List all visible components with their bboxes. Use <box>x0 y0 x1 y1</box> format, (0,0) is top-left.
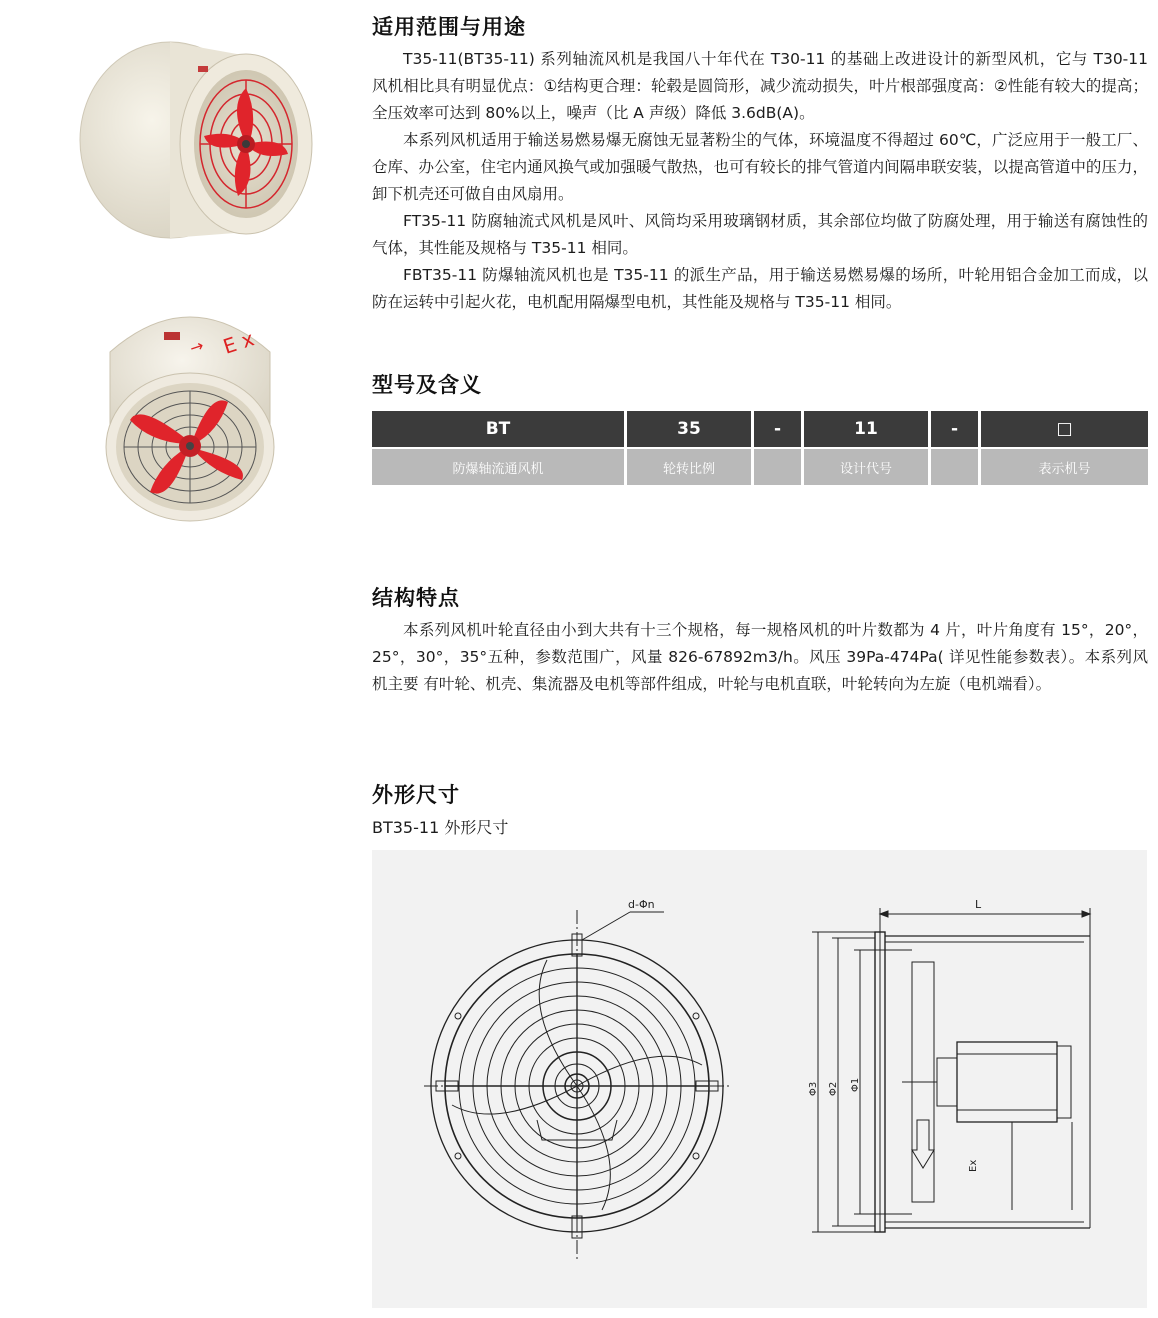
model-code-cell: □ <box>981 411 1148 447</box>
phi1-label: Φ1 <box>850 1077 861 1092</box>
holes-label: d-Φn <box>628 898 655 911</box>
model-meaning-cell: 防爆轴流通风机 <box>372 449 624 485</box>
dimension-drawing <box>372 850 1147 1308</box>
model-meaning-cell: 设计代号 <box>804 449 928 485</box>
model-meaning-cell <box>754 449 801 485</box>
phi2-label: Φ2 <box>828 1081 839 1096</box>
model-section-title: 型号及含义 <box>372 373 482 397</box>
usage-paragraphs <box>372 46 1148 316</box>
ex-label: Ex <box>968 1159 979 1172</box>
structure-paragraph: 本系列风机叶轮直径由小到大共有十三个规格，每一规格风机的叶片数都为 4 片，叶片角度有 15°，20°，25°，30°，35°五种，参数范围广，风量 826-67892m3/h。风压 39Pa-474Pa( 详见性能参数表）。本系列风机主要 有叶轮、机壳、集流器及电机等部件组成，叶轮与电机直联，叶轮转向为左旋（电机端看）。 <box>372 621 1148 693</box>
model-meaning-row <box>372 449 1148 485</box>
side-view <box>812 908 1090 1232</box>
ex-mark: E x <box>220 326 257 359</box>
structure-paragraph-block <box>372 617 1148 698</box>
model-code-cell: - <box>931 411 978 447</box>
model-meaning-cell: 轮转比例 <box>627 449 751 485</box>
phi3-label: Φ3 <box>808 1081 819 1096</box>
usage-paragraph-1: T35-11(BT35-11) 系列轴流风机是我国八十年代在 T30-11 的基础上改进设计的新型风机，它与 T30-11 风机相比具有明显优点：①结构更合理：轮毂是圆筒形，减少流动损失，叶片根部强度高：②性能有较大的提高；全压效率可达到 80%以上，噪声（比 A 声级）降低 3.6dB(A)。 <box>372 50 1148 122</box>
fan-photo-2 <box>100 292 280 524</box>
model-code-cell: BT <box>372 411 624 447</box>
svg-text:→: → <box>187 335 206 358</box>
model-code-cell: - <box>754 411 801 447</box>
dimensions-subtitle: BT35-11 外形尺寸 <box>372 818 509 837</box>
fan-photo-1 <box>78 36 318 256</box>
dimension-drawing-panel <box>372 850 1147 1308</box>
dimensions-section-title: 外形尺寸 <box>372 783 460 807</box>
model-table <box>372 411 1148 485</box>
model-code-cell: 11 <box>804 411 928 447</box>
model-code-cell: 35 <box>627 411 751 447</box>
model-meaning-cell: 表示机号 <box>981 449 1148 485</box>
model-meaning-cell <box>931 449 978 485</box>
usage-section-title: 适用范围与用途 <box>372 15 526 39</box>
front-view <box>424 910 730 1260</box>
usage-paragraph-2: 本系列风机适用于输送易燃易爆无腐蚀无显著粉尘的气体，环境温度不得超过 60℃，广泛应用于一般工厂、仓库、办公室，住宅内通风换气或加强暖气散热，也可有较长的排气管道内间隔串联安装，以提高管道中的压力，卸下机壳还可做自由风扇用。 <box>372 131 1148 203</box>
usage-paragraph-3: FT35-11 防腐轴流式风机是风叶、风筒均采用玻璃钢材质，其余部位均做了防腐处理，用于输送有腐蚀性的气体，其性能及规格与 T35-11 相同。 <box>372 212 1148 257</box>
model-code-row <box>372 411 1148 447</box>
length-label: L <box>975 898 982 911</box>
structure-section-title: 结构特点 <box>372 586 460 610</box>
usage-paragraph-4: FBT35-11 防爆轴流风机也是 T35-11 的派生产品，用于输送易燃易爆的场所，叶轮用铝合金加工而成，以防在运转中引起火花，电机配用隔爆型电机，其性能及规格与 T35-11 相同。 <box>372 266 1148 311</box>
